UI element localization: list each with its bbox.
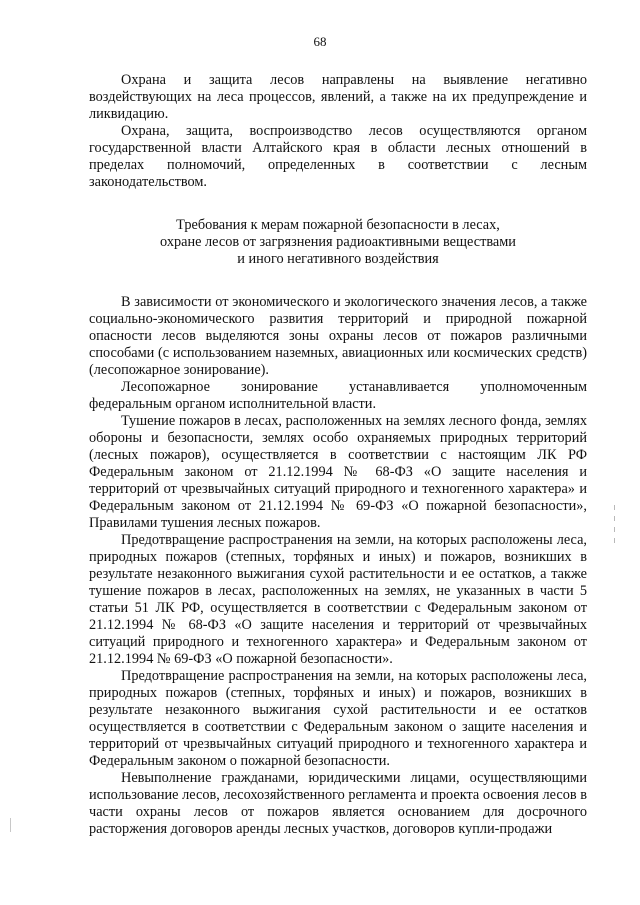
scan-margin-mark	[10, 818, 11, 832]
scan-edge-marks	[614, 505, 616, 545]
paragraph: Лесопожарное зонирование устанавливается уполномоченным федеральным органом исполнительной власти.	[89, 379, 587, 412]
section-heading	[89, 217, 587, 268]
section-heading-line: Требования к мерам пожарной безопасности в лесах,	[176, 217, 500, 233]
paragraph: Охрана и защита лесов направлены на выявление негативно воздействующих на леса процессов, явлений, а также на их предупреждение и ликвидацию.	[89, 72, 587, 122]
paragraph: Невыполнение гражданами, юридическими лицами, осуществляющими использование лесов, лесохозяйственного регламента и проекта освоения лесов в части охраны лесов от пожаров является основанием для досрочного расторжения договоров аренды лесных участков, договоров купли-продажи	[89, 770, 587, 837]
section-heading-line: и иного негативного воздействия	[237, 251, 439, 267]
document-body	[89, 72, 587, 838]
page-number: 68	[313, 34, 327, 49]
paragraph: Тушение пожаров в лесах, расположенных на землях лесного фонда, землях обороны и безопасности, землях особо охраняемых природных территорий (лесных пожаров), осуществляется в соответствии с настоящим ЛК РФ Федеральным законом от 21.12.1994 № 68-ФЗ «О защите населения и территорий от чрезвычайных ситуаций природного и техногенного характера» и Федеральным законом от 21.12.1994 № 69-ФЗ «О пожарной безопасности», Правилами тушения лесных пожаров.	[89, 413, 587, 531]
section-heading-line: охране лесов от загрязнения радиоактивными веществами	[160, 234, 516, 250]
paragraph: Предотвращение распространения на земли, на которых расположены леса, природных пожаров (степных, торфяных и иных) и пожаров, возникших в результате незаконного выжигания сухой растительности и ее остатков, а также тушение пожаров в лесах, расположенных на землях, не указанных в части 5 статьи 51 ЛК РФ, осуществляется в соответствии с Федеральным законом от 21.12.1994 № 68-ФЗ «О защите населения и территорий от чрезвычайных ситуаций природного и техногенного характера» и Федеральным законом от 21.12.1994 № 69-ФЗ «О пожарной безопасности».	[89, 532, 587, 667]
paragraph: Предотвращение распространения на земли, на которых расположены леса, природных пожаров (степных, торфяных и иных) и пожаров, возникших в результате незаконного выжигания сухой растительности и ее остатков осуществляется в соответствии с Федеральным законом о защите населения и территорий от чрезвычайных ситуаций природного и техногенного характера и Федеральным законом о пожарной безопасности.	[89, 668, 587, 769]
paragraph: Охрана, защита, воспроизводство лесов осуществляются органом государственной власти Алтайского края в области лесных отношений в пределах полномочий, определенных в соответствии с лесным законодательством.	[89, 123, 587, 190]
paragraph: В зависимости от экономического и экологического значения лесов, а также социально-экономического развития территорий и природной пожарной опасности лесов выделяются зоны охраны лесов от пожаров различными способами (с использованием наземных, авиационных или космических средств) (лесопожарное зонирование).	[89, 294, 587, 378]
